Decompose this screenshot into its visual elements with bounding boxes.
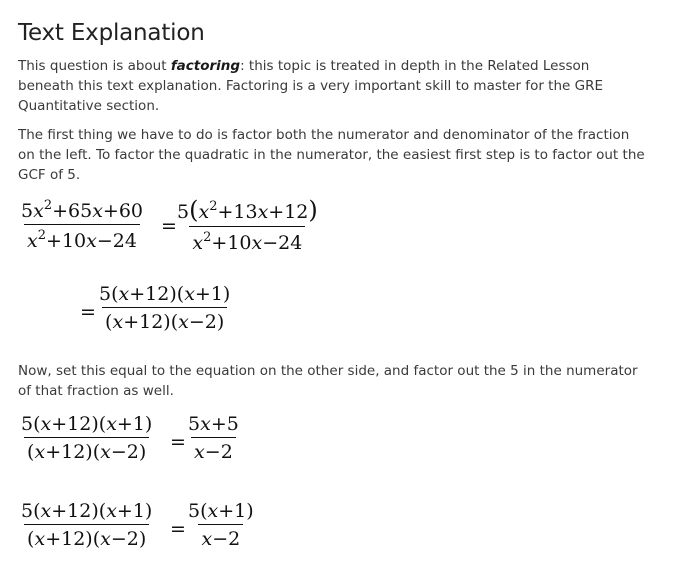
eq3-left-fraction bbox=[18, 413, 155, 463]
eq3-left-denominator: (x+12)(x−2) bbox=[24, 437, 149, 463]
eq2-fraction bbox=[96, 283, 233, 333]
intro-text-end: : this topic is treated in depth in the Related Lesson beneath this text explanation. Factoring is a very important skill to master for the GRE Quantitative section. bbox=[18, 58, 603, 114]
eq2-denominator: (x+12)(x−2) bbox=[102, 307, 227, 333]
factoring-keyword: factoring bbox=[170, 58, 241, 74]
eq1-left-denominator: $x^2+10x-24$ bbox=[24, 224, 140, 252]
eq3-right-fraction bbox=[185, 413, 242, 463]
eq4-equals-sign: = bbox=[170, 518, 186, 540]
intro-paragraph bbox=[18, 56, 648, 116]
eq3-equals-sign: = bbox=[170, 431, 186, 453]
eq1-equals-sign: = bbox=[161, 215, 177, 237]
eq4-right-denominator: x−2 bbox=[198, 524, 243, 550]
eq1-right-denominator: $x^2+10x-24$ bbox=[189, 226, 305, 254]
eq4-left-numerator: 5(x+12)(x+1) bbox=[21, 500, 153, 522]
eq4-right-fraction bbox=[185, 500, 257, 550]
eq1-right-numerator: $5(x^2+13x+12)$ bbox=[177, 196, 318, 224]
eq4-left-denominator: (x+12)(x−2) bbox=[24, 524, 149, 550]
factor-step-paragraph: The first thing we have to do is factor both the numerator and denominator of the fraction on the left. To factor the quadratic in the numerator, the easiest first step is to factor out the GCF of 5. bbox=[18, 127, 645, 183]
intro-text-start: This question is about bbox=[18, 58, 171, 74]
eq3-right-denominator: x−2 bbox=[191, 437, 236, 463]
eq3-right-numerator: 5x+5 bbox=[188, 413, 239, 435]
page-title: Text Explanation bbox=[18, 20, 205, 46]
eq1-left-fraction bbox=[18, 198, 146, 252]
eq2-equals-sign: = bbox=[80, 301, 96, 323]
eq2-numerator: 5(x+12)(x+1) bbox=[99, 283, 231, 305]
eq3-left-numerator: 5(x+12)(x+1) bbox=[21, 413, 153, 435]
set-equal-paragraph: Now, set this equal to the equation on the other side, and factor out the 5 in the numerator of that fraction as well. bbox=[18, 363, 638, 399]
eq4-right-numerator: 5(x+1) bbox=[188, 500, 254, 522]
eq1-right-fraction bbox=[174, 196, 321, 254]
eq1-left-numerator: $5x^2+65x+60$ bbox=[21, 198, 144, 222]
eq4-left-fraction bbox=[18, 500, 155, 550]
